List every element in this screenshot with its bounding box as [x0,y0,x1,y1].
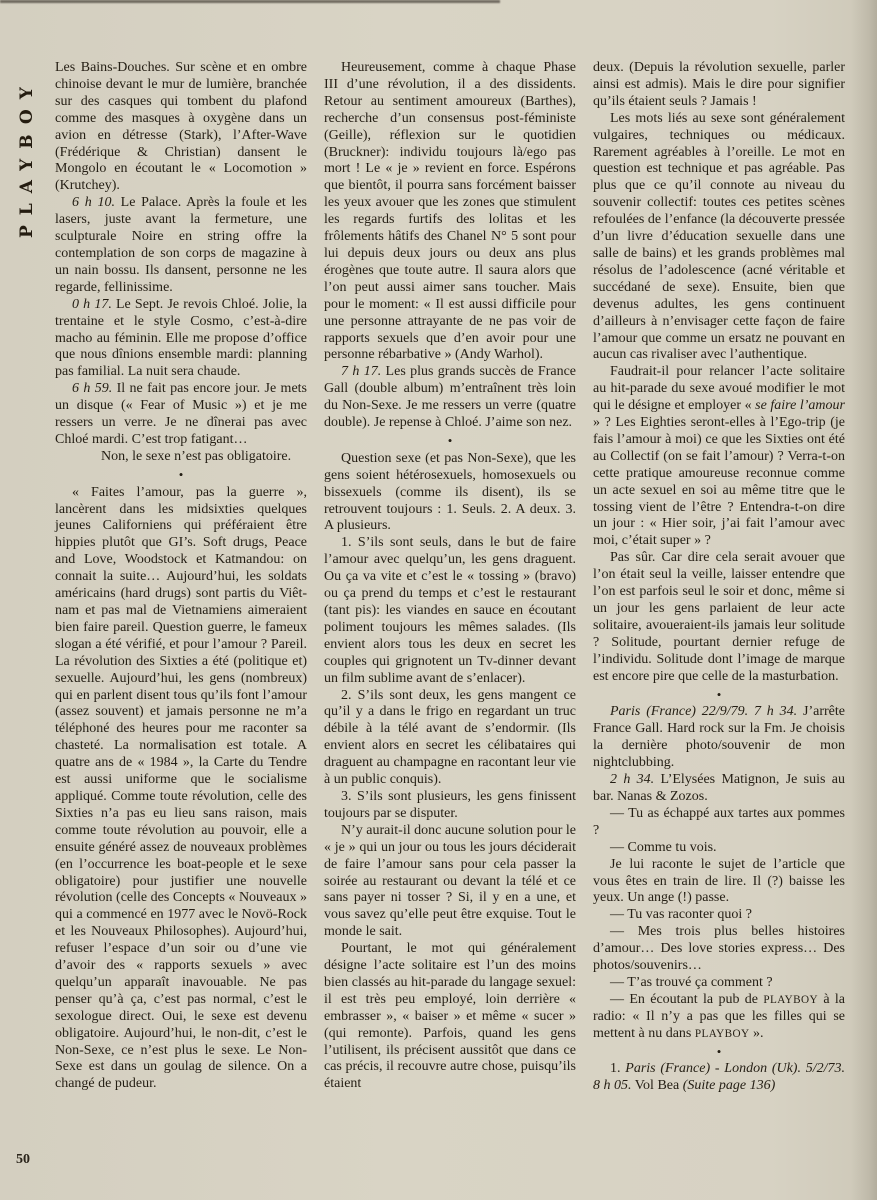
dialogue-line: — T’as trouvé ça comment ? [610,974,773,990]
dialogue-line: — Tu vas raconter quoi ? [610,907,752,923]
paragraph: 7 h 17. Les plus grands succès de France Gall (double album) m’entraînent très loin du Non-Sexe. Je me ressers un verre (quatre double). Je repense à Chloé. J’aime son nez. [324,364,577,431]
page-number: 50 [16,1152,30,1167]
text-column [55,60,307,1095]
section-separator-dot: • [447,432,453,448]
paragraph: 6 h 10. Le Palace. Après la foule et les lasers, juste avant la fermeture, une sculpturale Noire en string offre la contemplation de son corps de magazine à un nain bossu. Ils dansent, personne ne les regarde, fellinissime. [55,195,308,295]
paragraph: 6 h 59. Il ne fait pas encore jour. Je mets un disque (« Fear of Music ») et je me ressers un verre. Je ne dînerai pas avec Chloé mardi. C’est trop fatigant… [55,381,307,447]
text-column [593,60,845,1095]
paragraph: Heureusement, comme à chaque Phase III d’une révolution, il a des dissidents. Retour au sentiment amoureux (Barthes), recherche d’un consensus post-féministe (Geille), réflexion sur le quotidien (Bruckner): individu toujours là/ego pas mort ! Le « je » revient en force. Espérons que bientôt, il pourra sans forcément baisser les yeux avouer que les zones que stimulent les regards furtifs des lolitas et les frôlements hâtifs des Chanel N° 5 sont pour lui depuis deux jours ou deux ans plus érogènes que toute autre. Il saura alors que l’on peut aussi aimer sans toucher. Mais pour le moment: « Il est aussi difficile pour une personne attrayante de ne pas voir de rapports sexuels que d’en avoir pour une personne rébarbative » (Andy Warhol). [324,60,576,363]
paragraph: Pourtant, le mot qui généralement désigne l’acte solitaire est l’un des moins bien classés au hit-parade du langage sexuel: il est très peu employé, loin derrière « embrasser », « baiser » et même « sucer » (qui remonte). Parfois, quand les gens l’utilisent, ils précisent aussitôt que dans ce cas précis, il recouvre autre chose, puisqu’ils étaient [324,941,576,1092]
paragraph: 2. S’ils sont deux, les gens mangent ce qu’il y a dans le frigo en regardant un truc débile à la télé avant de s’endormir. (Ils envient alors en secret les célibataires qui draguent au champagne en racontant leur vie à un public conquis). [324,687,576,788]
paragraph: Non, le sexe n’est pas obligatoire. [101,448,292,464]
dialogue-line: — Comme tu vois. [610,839,717,855]
paragraph: Les mots liés au sexe sont généralement vulgaires, techniques ou médicaux. Rarement agréables à l’oreille. Le mot en question est technique et pas agréable. Pas plus que ce qu’il connote au niveau du souvenir collectif: toutes ces petites scènes refoulées de l’enfance (la découverte pressée d’un livre d’éducation sexuelle dans une salle de bains) et les grands problèmes mal résolus de l’adolescence (acné véritable et succédané de sexe). Ensuite, bien que devenus adultes, les gens continuent d’ailleurs à n’envisager cette façon de faire l’amour que comme un ersatz ne pouvant en aucun cas rivaliser avec l’authentique. [593,110,845,363]
paragraph: 1. S’ils sont seuls, dans le but de faire l’amour avec quelqu’un, les gens draguent. Ou ça va vite et c’est le « tossing » (bravo) ou ça prend du temps et c’est le restaurant (tant pis): les viandes en sauce en écoutant poliment toujours les mêmes salades. (Ils envient alors tous les deux en secret les couples qui grignotent un Tv-dinner devant un film sublime avant de s’enlacer). [324,535,576,686]
paragraph: 3. S’ils sont plusieurs, les gens finissent toujours par se disputer. [324,788,576,821]
section-separator-dot: • [178,466,184,482]
page-top-edge-shadow [0,0,500,3]
paragraph: N’y aurait-il donc aucune solution pour le « je » qui un jour ou tous les jours déciderait de faire l’amour sans pour cela passer la soirée au restaurant ou devant la télé et ce sans payer ni tosser ? Si, il y en a une, et vous savez qu’elle peut être exquise. Tout le monde le sait. [324,822,576,940]
dialogue-line: — Mes trois plus belles histoires d’amour… Des love stories express… Des photos/souvenirs… [593,924,845,974]
paragraph: deux. (Depuis la révolution sexuelle, parler ainsi est admis). Mais le dire pour signifier qu’ils étaient seuls ? Jamais ! [593,60,845,109]
paragraph: Je lui raconte le sujet de l’article que vous êtes en train de lire. Il (?) baisse les yeux. Un ange (!) passe. [593,856,845,906]
paragraph: Les Bains-Douches. Sur scène et en ombre chinoise devant le mur de lumière, branchée sur des casques qui tombent du plafond comme des masques à oxygène dans un avion en détresse (Stark), l’After-Wave (Frédérique & Christian) dansent le Mongolo en écoutant le « Locomotion » (Krutchey). [55,60,307,194]
section-separator-dot: • [716,686,722,702]
paragraph: Faudrait-il pour relancer l’acte solitaire au hit-parade du sexe avoué modifier le mot qui le désigne et employer « se faire l’amour » ? Les Eighties seront-elles à l’Ego-trip (je fais l’amour à moi) ce que les Sixties ont été au Collectif (on se fait l’amour) ? Verra-t-on cette pratique amoureuse reconnue comme un acte sexuel en soi au même titre que le tossing vient de l’être ? Entendra-t-on dire un jour : « Hier soir, j’ai fait l’amour avec moi, c’était super » ? [593,364,845,549]
paragraph: « Faites l’amour, pas la guerre », lancèrent dans les midsixties quelques jeunes Californiens qui préféraient être hippies plutôt que GI’s. Soft drugs, Peace and Love, Woodstock et Katmandou: on connait la suite… Aujourd’hui, les soldats américains (hard drugs) sont partis du Viêt-nam et pas mal de Vietnamiens aimeraient bien faire pareil. Question guerre, le fameux slogan a été vérifié, et pour l’amour ? Pareil. La révolution des Sixties a été (politique et) sexuelle. Aujourd’hui, les gens (nombreux) qui en parlent disent tous qu’ils font l’amour (assez souvent) et jamais personne ne m’a téléphoné des heures pour me raconter sa chasteté. La normalisation est totale. A quatre ans de « 1984 », la Carte du Tendre est aussi uniforme que le socialisme appliqué. Comme toute révolution, celle des Sixties n’a pas eu lieu sans raison, mais comme toute révolution au pouvoir, elle a ensuite généré assez de nouveaux problèmes (en l’occurrence les boat-people et le sexe obligatoire) pour justifier une nouvelle révolution (celle des Concepts « Nouveaux » qui a commencé en 1977 avec le Novö-Rock et les Nouveaux Philosophes). Aujourd’hui, refuser l’espace d’un soir ou d’une vie d’avoir des « rapports sexuels » avec quelqu’un apparaît inavouable. Ne pas penser qu’à ça, c’est pas normal, c’est le sexologue direct. Oui, le sexe est devenu obligatoire. Aujourd’hui, le non-dit, c’est le Non-Sexe, ce n’est plus le sexe. Le Non-Sexe est dans un goulag de silence. On a changé de pudeur. [55,484,307,1092]
paragraph: Question sexe (et pas Non-Sexe), que les gens soient hétérosexuels, homosexuels ou bissexuels (comme ils disent), ils se retrouvent toujours : 1. Seuls. 2. A deux. 3. A plusieurs. [324,450,576,534]
dialogue-line: — En écoutant la pub de PLAYBOY à la radio: « Il n’y a pas que les filles qui se mettent à nu dans PLAYBOY ». [593,991,845,1041]
text-column [324,60,576,1095]
paragraph: 2 h 34. L’Elysées Matignon, Je suis au bar. Nanas & Zozos. [593,772,845,804]
paragraph: Pas sûr. Car dire cela serait avouer que l’on était seul la veille, laisser entendre que l’on est parfois seul le soir et donc, même si un jour les gens parlaient de leur acte solitaire, avoueraient-ils jamais leur solitude ? Solitude, pourtant dernier refuge de l’individu. Solitude dont l’image de marque est encore pire que celle de la masturbation. [593,550,845,684]
dialogue-line: — Tu as échappé aux tartes aux pommes ? [593,805,845,838]
playboy-logo-vertical: PLAYBOY [17,77,37,238]
paragraph: 0 h 17. Le Sept. Je revois Chloé. Jolie, la trentaine et le style Cosmo, c’est-à-dire macho au féminin. Elle me propose d’office que nous dînions ensemble mardi: planning pas familial. La nuit sera chaude. [55,296,307,380]
article-columns [55,60,847,1095]
section-separator-dot: • [716,1043,722,1059]
page-right-edge-shadow [851,0,877,1200]
paragraph: Paris (France) 22/9/79. 7 h 34. J’arrête France Gall. Hard rock sur la Fm. Je choisis la dernière photo/souvenir de mon nightclubbing. [593,704,845,771]
footnote: 1. Paris (France) - London (Uk). 5/2/73. 8 h 05. Vol Bea (Suite page 136) [593,1061,846,1094]
